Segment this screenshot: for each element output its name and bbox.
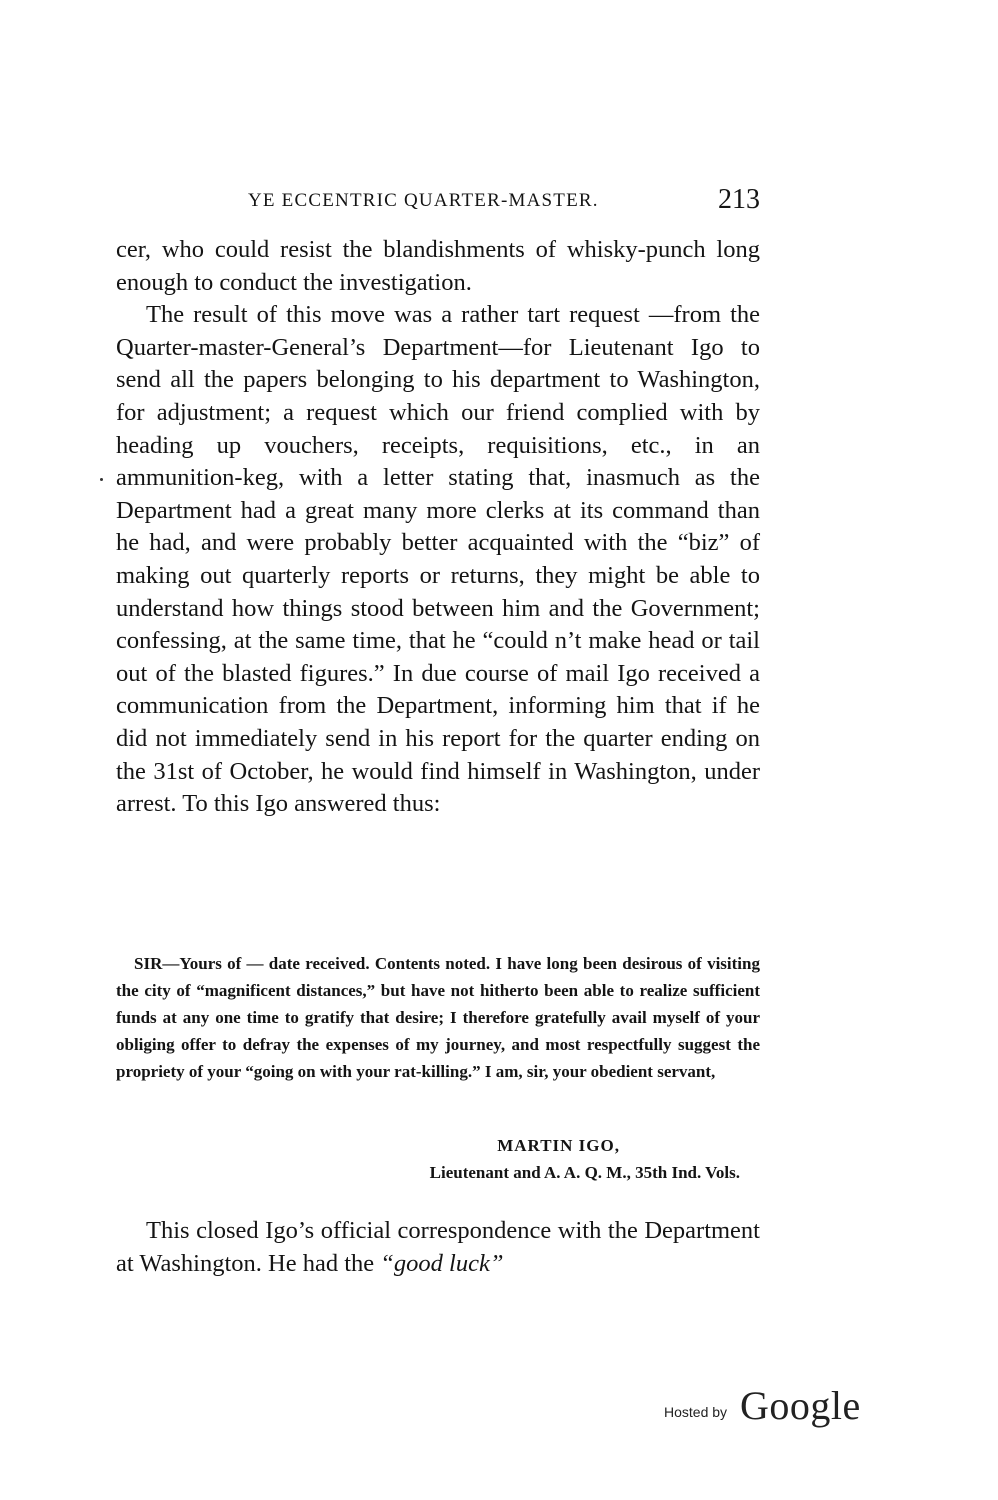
page-number: 213 <box>718 184 760 215</box>
closing-emphasis: “good luck” <box>380 1250 504 1277</box>
hosted-by-label: Hosted by <box>664 1404 728 1420</box>
signature-name: MARTIN IGO, <box>497 1136 620 1155</box>
closing-text-main: This closed Igo’s official correspondence with the Department at Washington. He had the <box>116 1217 760 1277</box>
running-title: YE ECCENTRIC QUARTER-MASTER. <box>248 190 599 211</box>
signature-rank: Lieutenant and A. A. Q. M., 35th Ind. Vols. <box>429 1163 740 1182</box>
stray-mark <box>100 478 103 481</box>
body-text <box>116 234 760 821</box>
google-logo: Google <box>740 1383 861 1428</box>
letter-text: SIR—Yours of — date received. Contents noted. I have long been desirous of visiting the city of “magnificent distances,” but have not hitherto been able to realize sufficient funds at any one time to gratify that desire; I therefore gratefully avail myself of your obliging offer to defray the expenses of my journey, and most respectfully suggest the propriety of your “going on with your rat-killing.” I am, sir, your obedient servant, <box>116 954 760 1081</box>
hosted-by-watermark <box>662 1376 872 1436</box>
closing-paragraph <box>116 1214 760 1280</box>
paragraph-continuation: cer, who could resist the blandishments of whisky-punch long enough to conduct the investigation. <box>116 236 760 296</box>
closing-text <box>116 1214 760 1280</box>
running-head <box>116 184 764 218</box>
paragraph-request: The result of this move was a rather tart request —from the Quarter-master-General’s Department—for Lieutenant Igo to send all the papers belonging to his department to Washington, for adjustment; a request which our friend complied with by heading up vouchers, receipts, requisitions, etc., in an ammunition-keg, with a letter stating that, inasmuch as the Department had a great many more clerks at its command than he had, and were probably better acquainted with the “biz” of making out quarterly reports or returns, they might be able to understand how things stood between him and the Government; confessing, at the same time, that he “could n’t make head or tail out of the blasted figures.” In due course of mail Igo received a communication from the Department, informing him that if he did not immediately send in his report for the quarter ending on the 31st of October, he would find himself in Washington, under arrest. To this Igo answered thus: <box>116 301 760 818</box>
quoted-letter <box>116 950 760 1085</box>
